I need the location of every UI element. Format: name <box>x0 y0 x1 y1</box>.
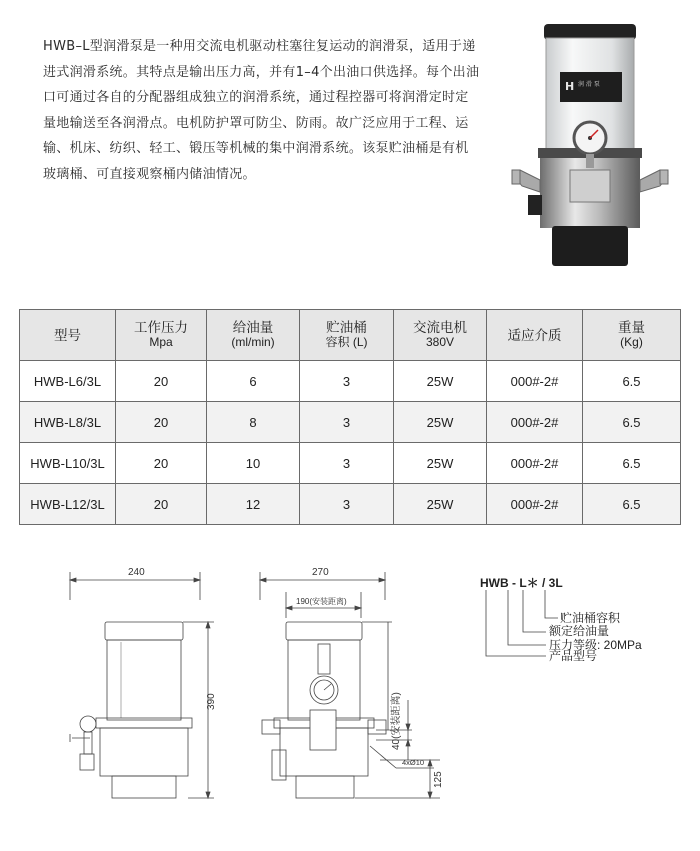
header-pressure <box>116 310 207 361</box>
header-medium-label: 适应介质 <box>507 327 562 343</box>
photo-label-text: 润 滑 泵 <box>578 81 600 88</box>
header-flow-unit: (ml/min) <box>231 335 275 349</box>
cell-medium: 000#-2# <box>487 402 583 443</box>
dim-mount-v: 40(安装距离) <box>391 692 402 750</box>
cell-motor: 25W <box>394 402 487 443</box>
cell-medium: 000#-2# <box>487 443 583 484</box>
header-weight <box>583 310 681 361</box>
dim-base: 125 <box>433 771 444 788</box>
table-row <box>20 402 681 443</box>
table-row <box>20 484 681 525</box>
cell-motor: 25W <box>394 361 487 402</box>
cell-model: HWB-L10/3L <box>20 443 116 484</box>
pump-photo <box>510 20 680 270</box>
dim-height: 390 <box>206 693 217 710</box>
cell-flow: 10 <box>207 443 300 484</box>
table-row <box>20 443 681 484</box>
header-flow-label: 给油量 <box>232 320 274 335</box>
legend-item-model: 产品型号 <box>549 649 598 663</box>
header-motor-label: 交流电机 <box>413 320 467 335</box>
dim-holes: 4xØ10 <box>402 758 425 767</box>
header-motor-unit: 380V <box>425 335 455 349</box>
cell-weight: 6.5 <box>583 361 681 402</box>
dim-width-left: 240 <box>128 567 145 578</box>
header-motor <box>394 310 487 361</box>
cell-medium: 000#-2# <box>487 361 583 402</box>
spec-table <box>19 309 681 525</box>
cell-pressure: 20 <box>116 402 207 443</box>
header-tank <box>300 310 394 361</box>
cell-tank: 3 <box>300 484 394 525</box>
header-pressure-label: 工作压力 <box>134 320 188 335</box>
photo-label-brand: H <box>565 80 575 93</box>
cell-flow: 12 <box>207 484 300 525</box>
dim-mount: 190(安装距离) <box>296 597 347 606</box>
header-weight-unit: (Kg) <box>620 335 643 349</box>
header-model-label: 型号 <box>54 327 81 343</box>
header-medium <box>487 310 583 361</box>
table-row <box>20 361 681 402</box>
dim-width-right: 270 <box>312 567 329 578</box>
cell-flow: 6 <box>207 361 300 402</box>
header-weight-label: 重量 <box>618 320 645 335</box>
cell-tank: 3 <box>300 361 394 402</box>
cell-pressure: 20 <box>116 443 207 484</box>
header-flow <box>207 310 300 361</box>
legend-item-tank: 贮油桶容积 <box>560 611 621 625</box>
cell-motor: 25W <box>394 484 487 525</box>
cell-weight: 6.5 <box>583 443 681 484</box>
header-model <box>20 310 116 361</box>
legend-item-pressure: 压力等级: 20MPa <box>549 638 642 652</box>
cell-model: HWB-L8/3L <box>20 402 116 443</box>
cell-model: HWB-L12/3L <box>20 484 116 525</box>
cell-pressure: 20 <box>116 361 207 402</box>
legend-item-flow: 额定给油量 <box>549 624 610 638</box>
table-header-row <box>20 310 681 361</box>
cell-medium: 000#-2# <box>487 484 583 525</box>
technical-drawings <box>0 560 700 851</box>
cell-tank: 3 <box>300 443 394 484</box>
legend-code: HWB - L＊ / 3L <box>480 576 563 590</box>
cell-flow: 8 <box>207 402 300 443</box>
header-pressure-unit: Mpa <box>149 335 173 349</box>
intro-paragraph: HWB–L型润滑泵是一种用交流电机驱动柱塞往复运动的润滑泵，适用于递进式润滑系统。其特点是输出压力高，并有1–4个出油口供选择。每个出油口可通过各自的分配器组成独立的润滑系统，通过程控器可将润滑定时定量地输送至各润滑点。电机防护罩可防尘、防雨。故广泛应用于工程、运输、机床、纺织、轻工、锻压等机械的集中润滑系统。该泵贮油桶是有机玻璃桶、可直接观察桶内储油情况。 <box>43 39 480 182</box>
header-tank-label: 贮油桶 <box>326 320 367 335</box>
cell-model: HWB-L6/3L <box>20 361 116 402</box>
header-tank-unit: 容积 (L) <box>325 335 368 349</box>
cell-weight: 6.5 <box>583 402 681 443</box>
cell-tank: 3 <box>300 402 394 443</box>
cell-pressure: 20 <box>116 484 207 525</box>
cell-weight: 6.5 <box>583 484 681 525</box>
cell-motor: 25W <box>394 443 487 484</box>
